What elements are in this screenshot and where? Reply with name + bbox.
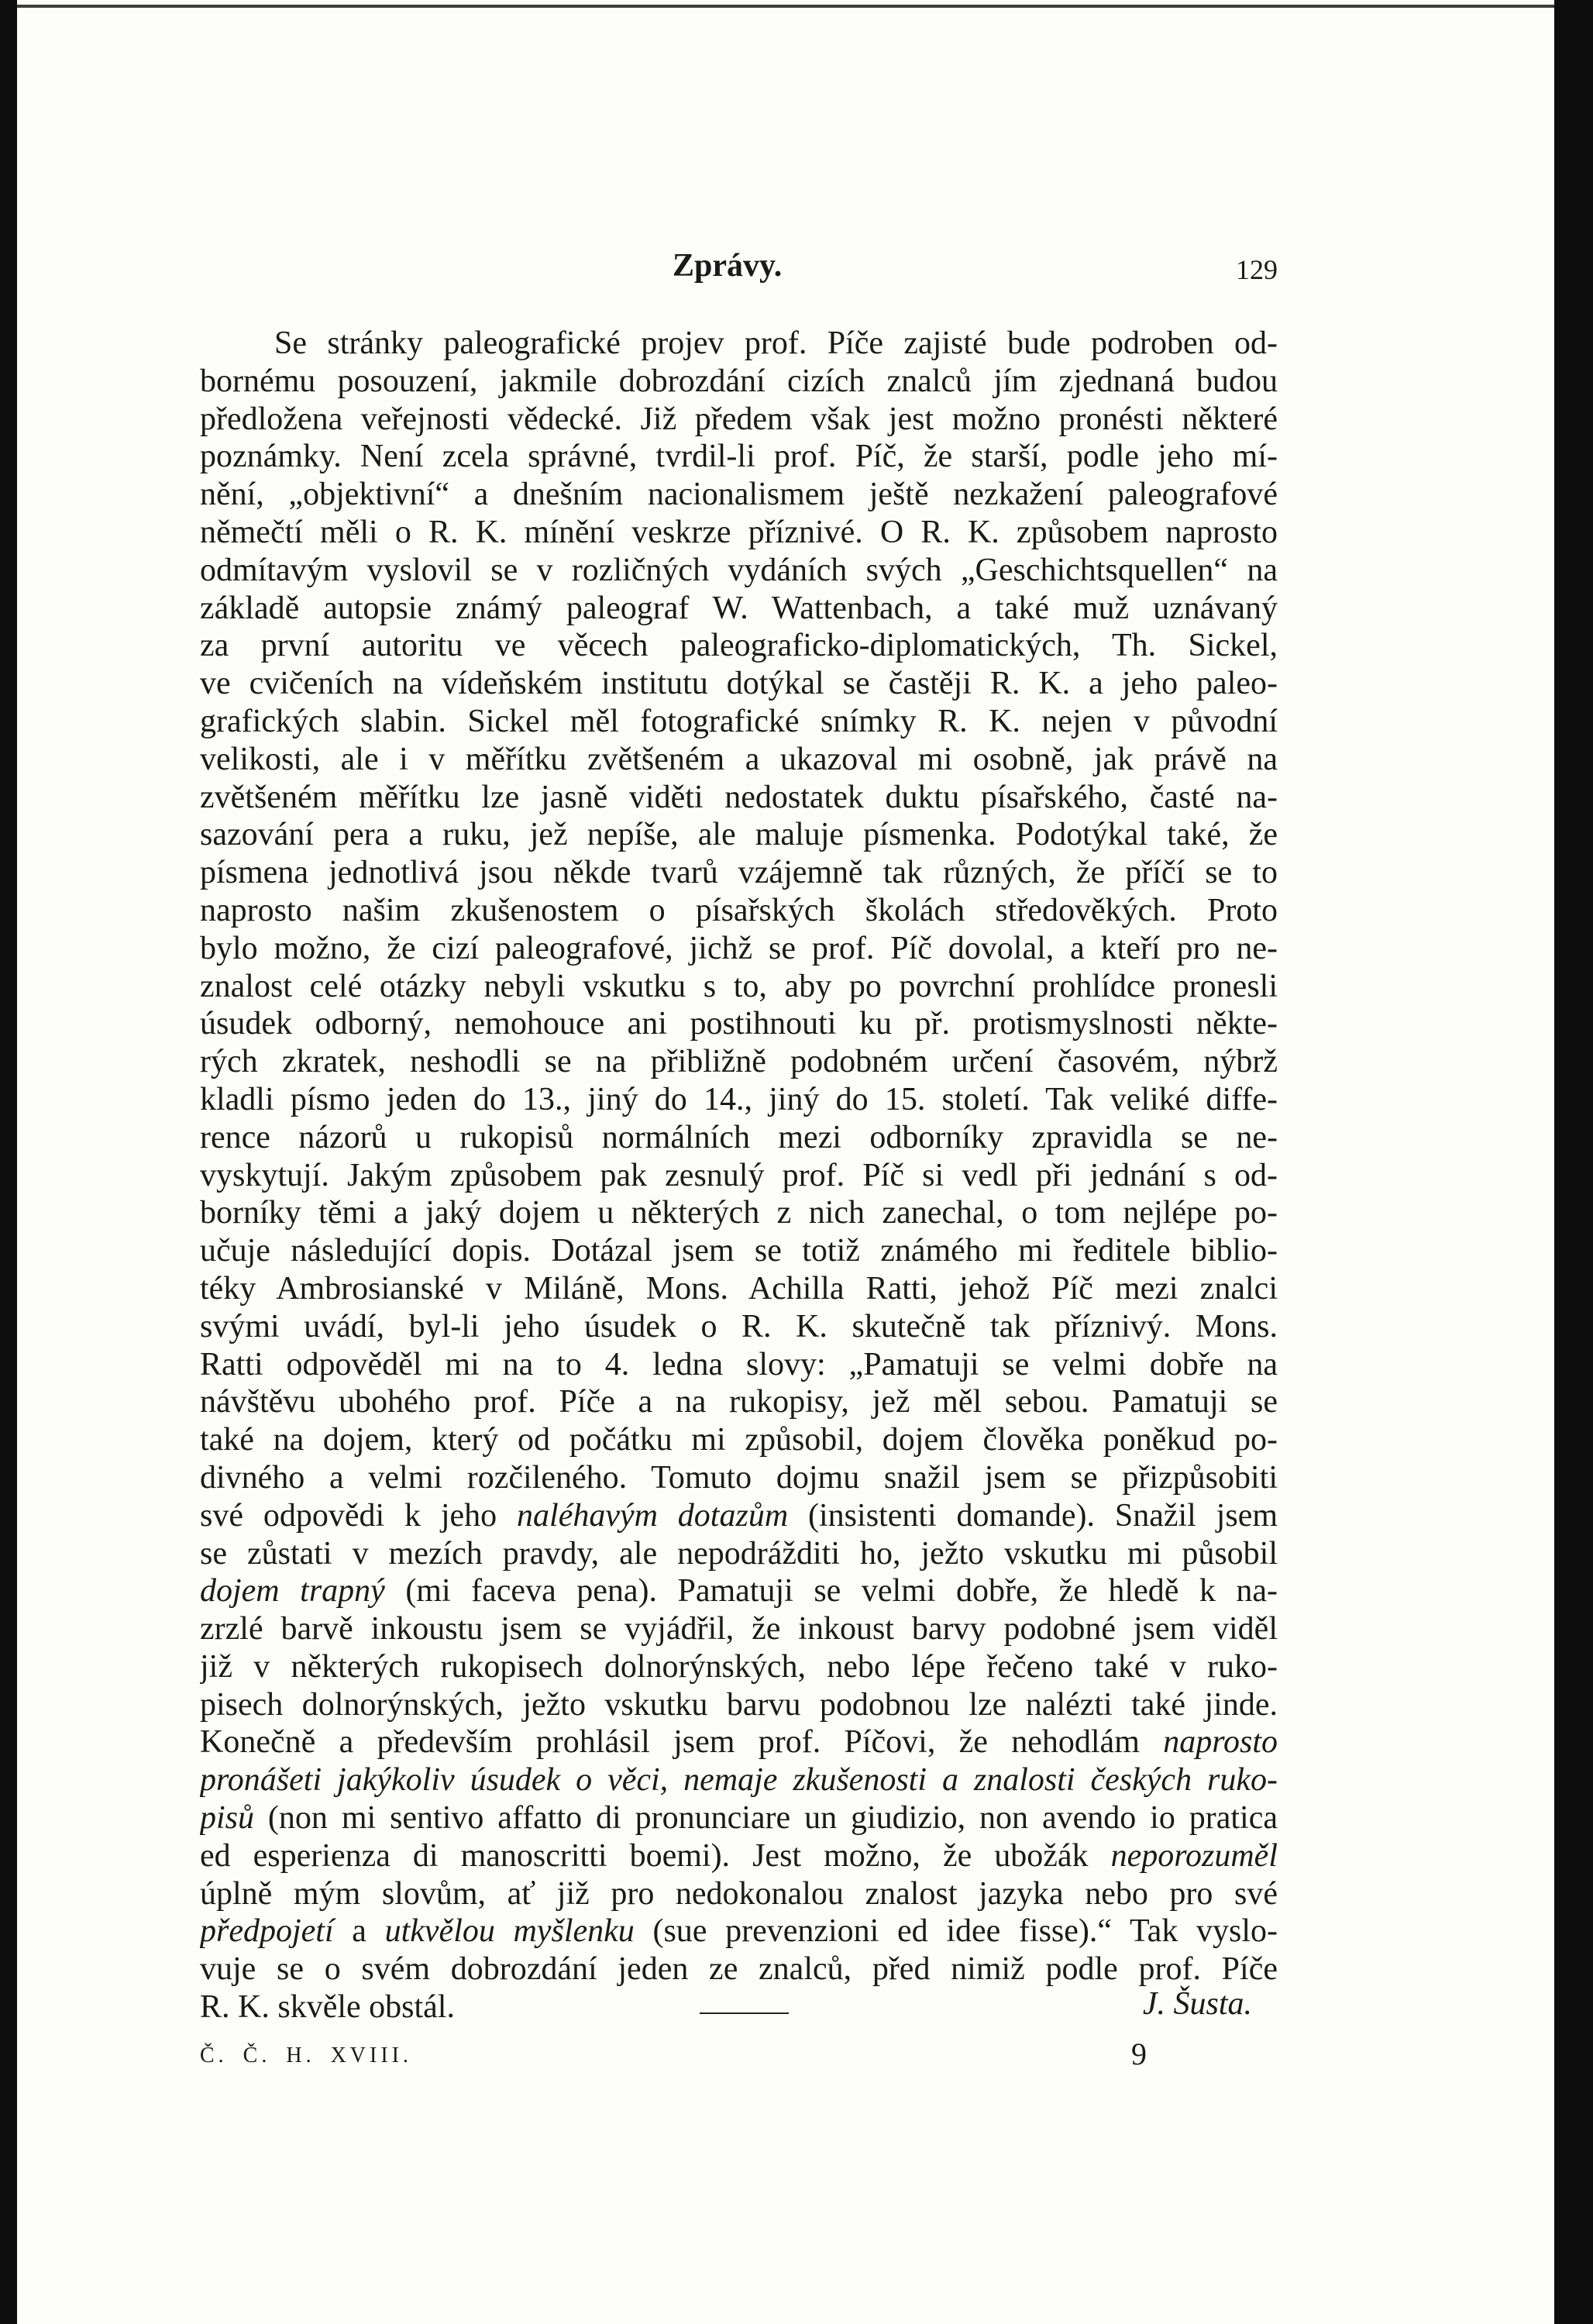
text-line — [200, 1459, 1278, 1497]
text-run: odmítavým vyslovil se v rozličných vydáních svých „Geschichtsquellen“ na — [200, 552, 1278, 588]
text-run: naprosto našim zkušenostem o písařských školách středověkých. Proto — [200, 892, 1278, 928]
text-run: se zůstati v mezích pravdy, ale nepodrážditi ho, ježto vskutku mi působil — [200, 1535, 1278, 1572]
body-text — [200, 325, 1278, 1988]
text-line — [200, 401, 1278, 439]
text-line — [200, 1837, 1278, 1875]
running-head-title: Zprávy. — [673, 248, 783, 284]
italic-text-run: předpojetí — [200, 1913, 334, 1950]
text-line — [200, 590, 1278, 628]
sheet-signature-number: 9 — [1131, 2037, 1147, 2071]
text-run: borníky těmi a jaký dojem u některých z nich zanechal, o tom nejlépe po- — [200, 1195, 1278, 1231]
text-line — [200, 1761, 1278, 1799]
text-line — [200, 1648, 1278, 1686]
text-line — [200, 1610, 1278, 1648]
text-line — [200, 325, 1278, 363]
text-run: zvětšeném měřítku lze jasně viděti nedostatek duktu písařského, časté na- — [200, 779, 1278, 815]
text-run: rých zkratek, neshodli se na přibližně podobném určení časovém, nýbrž — [200, 1044, 1278, 1080]
text-line — [200, 1119, 1278, 1157]
text-run: poznámky. Není zcela správné, tvrdil-li prof. Píč, že starší, podle jeho mí- — [200, 439, 1278, 475]
text-line — [200, 779, 1278, 817]
italic-text-run: utkvělou myšlenku — [384, 1913, 635, 1950]
text-run: také na dojem, který od počátku mi způsobil, dojem člověka poněkud po- — [200, 1422, 1278, 1458]
page-number: 129 — [1236, 254, 1278, 285]
author-signature: J. Šusta. — [1142, 1986, 1252, 2022]
italic-text-run: dojem trapný — [200, 1573, 385, 1610]
text-run: pisech dolnorýnských, ježto vskutku barvu podobnou lze nalézti také jinde. — [200, 1686, 1278, 1723]
text-run: za první autoritu ve věcech paleograficko-diplomatických, Th. Sickel, — [200, 628, 1278, 664]
text-line — [200, 1572, 1278, 1610]
text-run: vuje se o svém dobrozdání jeden ze znalců, před nimiž podle prof. Píče — [200, 1951, 1278, 1988]
text-line — [200, 1081, 1278, 1119]
text-run: ed esperienza di manoscritti boemi). Jest možno, že ubožák — [200, 1837, 1111, 1874]
text-run: písmena jednotlivá jsou někde tvarů vzájemně tak různých, že příčí se to — [200, 855, 1278, 891]
text-run: svými uvádí, byl-li jeho úsudek o R. K. skutečně tak příznivý. Mons. — [200, 1308, 1278, 1344]
text-line — [200, 1043, 1278, 1081]
text-line — [200, 1383, 1278, 1421]
text-run: (sue prevenzioni ed idee fisse).“ Tak vyslo- — [634, 1913, 1278, 1950]
text-line — [200, 476, 1278, 514]
text-run: (insistenti domande). Snažil jsem — [788, 1497, 1278, 1534]
journal-signature-mark: Č. Č. H. XVIII. — [200, 2043, 412, 2067]
italic-text-run: naléhavým dotazům — [517, 1497, 789, 1534]
text-run: divného a velmi rozčileného. Tomuto dojmu snažil jsem se přizpůsobiti — [200, 1459, 1278, 1496]
scan-border-right — [1554, 0, 1593, 2324]
text-run: své odpovědi k jeho — [200, 1497, 518, 1534]
text-line — [200, 1194, 1278, 1232]
text-run: nění, „objektivní“ a dnešním nacionalismem ještě nezkažení paleografové — [200, 477, 1278, 513]
text-run: základě autopsie známý paleograf W. Wattenbach, a také muž uznávaný — [200, 590, 1278, 626]
italic-text-run: naprosto — [1163, 1724, 1278, 1761]
text-line — [200, 552, 1278, 590]
text-line — [200, 1421, 1278, 1459]
text-line — [200, 1913, 1278, 1950]
scan-border-top — [17, 5, 1554, 8]
text-line — [200, 1346, 1278, 1384]
text-run: (mi faceva pena). Pamatuji se velmi dobře, že hledě k na- — [384, 1573, 1278, 1610]
text-line — [200, 514, 1278, 552]
closing-text: R. K. skvěle obstál. — [200, 1989, 455, 2025]
text-run: velikosti, ale i v měřítku zvětšeném a ukazoval mi osobně, jak právě na — [200, 741, 1278, 777]
text-run: vyskytují. Jakým způsobem pak zesnulý prof. Píč si vedl při jednání s od- — [200, 1157, 1278, 1193]
text-line — [200, 1270, 1278, 1308]
text-run: rence názorů u rukopisů normálních mezi odborníky zpravidla se ne- — [200, 1119, 1278, 1155]
text-line — [200, 1875, 1278, 1913]
text-line — [200, 741, 1278, 779]
text-run: zrzlé barvě inkoustu jsem se vyjádřil, že inkoust barvy podobné jsem viděl — [200, 1611, 1278, 1647]
separator-rule — [700, 2012, 789, 2014]
text-run: úplně mým slovům, ať již pro nedokonalou znalost jazyka nebo pro své — [200, 1875, 1278, 1912]
text-line — [200, 1157, 1278, 1195]
text-line — [200, 816, 1278, 854]
text-line — [200, 1535, 1278, 1573]
text-line — [200, 892, 1278, 930]
text-line — [200, 438, 1278, 476]
text-line — [200, 1799, 1278, 1837]
text-run: ve cvičeních na vídeňském institutu dotýkal se častěji R. K. a jeho paleo- — [200, 666, 1278, 702]
text-line — [200, 854, 1278, 892]
text-line — [200, 1950, 1278, 1988]
text-run: učuje následující dopis. Dotázal jsem se totiž známého mi ředitele biblio- — [200, 1233, 1278, 1269]
text-run: znalost celé otázky nebyli vskutku s to, aby po povrchní prohlídce pronesli — [200, 968, 1278, 1004]
scan-border-left — [0, 0, 17, 2324]
italic-text-run: neporozuměl — [1110, 1837, 1278, 1874]
text-run: kladli písmo jeden do 13., jiný do 14., jiný do 15. století. Tak veliké diffe- — [200, 1081, 1278, 1117]
text-run: grafických slabin. Sickel měl fotografické snímky R. K. nejen v původní — [200, 703, 1278, 739]
text-run: němečtí měli o R. K. mínění veskrze příznivé. O R. K. způsobem naprosto — [200, 514, 1278, 550]
text-run: téky Ambrosianské v Miláně, Mons. Achilla Ratti, jehož Píč mezi znalci — [200, 1270, 1278, 1307]
text-line — [200, 930, 1278, 968]
text-line — [200, 1497, 1278, 1535]
text-line — [200, 665, 1278, 703]
text-run: návštěvu ubohého prof. Píče a na rukopisy, jež měl sebou. Pamatuji se — [200, 1384, 1278, 1420]
text-line — [200, 968, 1278, 1006]
text-run: bylo možno, že cizí paleografové, jichž se prof. Píč dovolal, a kteří pro ne- — [200, 930, 1278, 966]
text-run: Ratti odpověděl mi na to 4. ledna slovy: „Pamatuji se velmi dobře na — [200, 1346, 1278, 1382]
text-line — [200, 1005, 1278, 1043]
text-run: (non mi sentivo affatto di pronunciare un giudizio, non avendo io pratica — [254, 1800, 1278, 1837]
text-run: a — [333, 1913, 385, 1950]
italic-text-run: pronášeti jakýkoliv úsudek o věci, nemaje zkušenosti a znalosti českých ruko- — [200, 1762, 1278, 1799]
text-line — [200, 1686, 1278, 1724]
text-run: sazování pera a ruku, jež nepíše, ale maluje písmenka. Podotýkal také, že — [200, 817, 1278, 853]
text-line — [200, 1308, 1278, 1346]
text-run: již v některých rukopisech dolnorýnských, nebo lépe řečeno také v ruko- — [200, 1648, 1278, 1685]
text-run: úsudek odborný, nemohouce ani postihnouti ku př. protismyslnosti někte- — [200, 1006, 1278, 1042]
text-line — [200, 1232, 1278, 1270]
text-run: Konečně a především prohlásil jsem prof. Píčovi, že nehodlám — [200, 1724, 1164, 1761]
text-line — [200, 1723, 1278, 1761]
text-run: Se stránky paleografické projev prof. Píče zajisté bude podroben od- — [274, 325, 1278, 361]
italic-text-run: pisů — [200, 1800, 255, 1837]
closing-line — [200, 1988, 1278, 2026]
text-line — [200, 703, 1278, 741]
text-run: bornému posouzení, jakmile dobrozdání cizích znalců jím zjednaná budou — [200, 363, 1278, 399]
text-line — [200, 627, 1278, 665]
text-run: předložena veřejnosti vědecké. Již předem však jest možno pronésti některé — [200, 401, 1278, 437]
text-line — [200, 363, 1278, 401]
